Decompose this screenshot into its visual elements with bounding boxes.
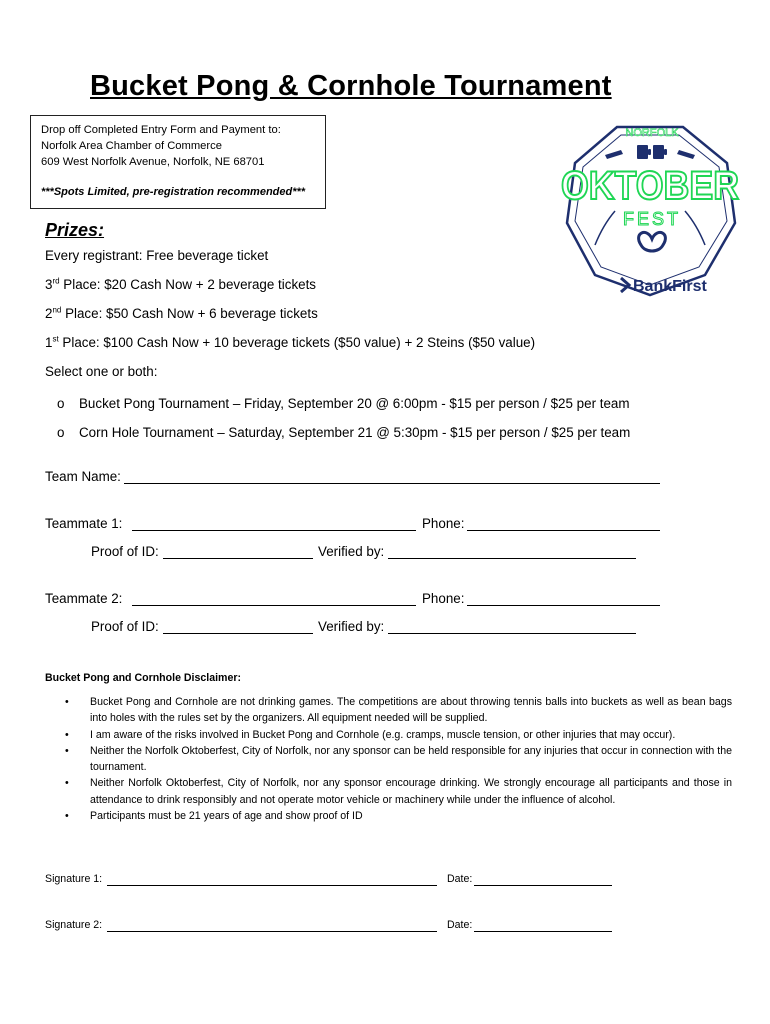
option-label: Corn Hole Tournament – Saturday, September 21 @ 5:30pm - $15 per person / $25 per team xyxy=(79,425,631,440)
disclaimer-heading: Bucket Pong and Cornhole Disclaimer: xyxy=(45,672,242,684)
logo-sub-text: FEST xyxy=(622,209,682,229)
dropoff-line-2: Norfolk Area Chamber of Commerce xyxy=(41,140,222,152)
signature-2-field[interactable] xyxy=(107,919,437,932)
teammate-2-field[interactable] xyxy=(132,592,416,606)
date-1-field[interactable] xyxy=(474,873,612,886)
dropoff-box xyxy=(30,115,326,209)
beer-mugs-icon xyxy=(605,145,695,159)
spots-limited-note: ***Spots Limited, pre-registration recommended*** xyxy=(41,186,306,198)
disclaimer-item: • Neither Norfolk Oktoberfest, City of Norfolk, nor any sponsor encourage drinking. We strongly encourage all participants and those in attendance to drink responsibly and not operate motor vehicle or machinery while under the influence of alcohol. xyxy=(60,775,732,808)
logo-main-text: OKTOBER xyxy=(561,164,740,208)
option-label: Bucket Pong Tournament – Friday, September 20 @ 6:00pm - $15 per person / $25 per team xyxy=(79,396,630,411)
phone-1-label: Phone: xyxy=(422,516,465,531)
option-corn-hole[interactable] xyxy=(57,425,630,440)
teammate-1-label: Teammate 1: xyxy=(45,516,123,531)
verified-by-1-label: Verified by: xyxy=(318,544,385,559)
prize-first-place: 1st Place: $100 Cash Now + 10 beverage tickets ($50 value) + 2 Steins ($50 value) xyxy=(45,334,536,350)
pretzel-icon xyxy=(639,232,666,251)
oktoberfest-logo xyxy=(555,115,745,300)
proof-id-2-field[interactable] xyxy=(163,620,313,634)
dropoff-line-3: 609 West Norfolk Avenue, Norfolk, NE 68701 xyxy=(41,156,265,168)
disclaimer-item: • I am aware of the risks involved in Bucket Pong and Cornhole (e.g. cramps, muscle tension, or other injuries that may occur). xyxy=(60,727,732,743)
date-1-label: Date: xyxy=(447,873,473,885)
prize-third-place: 3rd Place: $20 Cash Now + 2 beverage tickets xyxy=(45,276,317,292)
verified-by-2-label: Verified by: xyxy=(318,619,385,634)
dropoff-line-1: Drop off Completed Entry Form and Payment to: xyxy=(41,124,281,136)
team-name-field[interactable] xyxy=(124,470,660,484)
disclaimer-item: • Bucket Pong and Cornhole are not drinking games. The competitions are about throwing tennis balls into buckets as well as bean bags into holes with the rules set by the organizers. All equipment needed will be supplied. xyxy=(60,694,732,727)
teammate-1-field[interactable] xyxy=(132,517,416,531)
prizes-heading: Prizes: xyxy=(45,220,105,240)
date-2-label: Date: xyxy=(447,919,473,931)
proof-id-1-label: Proof of ID: xyxy=(91,544,159,559)
date-2-field[interactable] xyxy=(474,919,612,932)
bankfirst-logo xyxy=(621,278,707,295)
phone-2-field[interactable] xyxy=(467,592,660,606)
option-checkbox[interactable]: o xyxy=(57,396,65,411)
disclaimer-item: • Participants must be 21 years of age and show proof of ID xyxy=(60,808,732,824)
option-bucket-pong[interactable] xyxy=(57,396,630,411)
option-checkbox[interactable]: o xyxy=(57,425,65,440)
phone-1-field[interactable] xyxy=(467,517,660,531)
signature-1-label: Signature 1: xyxy=(45,873,103,885)
oktoberfest-logo-graphic xyxy=(555,115,745,300)
phone-2-label: Phone: xyxy=(422,591,465,606)
disclaimer-list xyxy=(60,694,732,824)
signature-2-label: Signature 2: xyxy=(45,919,103,931)
verified-by-1-field[interactable] xyxy=(388,545,636,559)
proof-id-1-field[interactable] xyxy=(163,545,313,559)
team-name-label: Team Name: xyxy=(45,469,121,484)
prize-every-registrant: Every registrant: Free beverage ticket xyxy=(45,248,269,263)
verified-by-2-field[interactable] xyxy=(388,620,636,634)
prize-second-place: 2nd Place: $50 Cash Now + 6 beverage tickets xyxy=(45,305,318,321)
teammate-2-label: Teammate 2: xyxy=(45,591,123,606)
disclaimer-item: • Neither the Norfolk Oktoberfest, City of Norfolk, nor any sponsor can be held responsible for any injuries that occur in connection with the tournament. xyxy=(60,743,732,776)
sponsor-name: BankFirst xyxy=(633,278,707,295)
page-title: Bucket Pong & Cornhole Tournament xyxy=(90,70,612,102)
logo-top-text: NORFOLK xyxy=(625,127,679,139)
proof-id-2-label: Proof of ID: xyxy=(91,619,159,634)
select-label: Select one or both: xyxy=(45,364,158,379)
signature-1-field[interactable] xyxy=(107,873,437,886)
